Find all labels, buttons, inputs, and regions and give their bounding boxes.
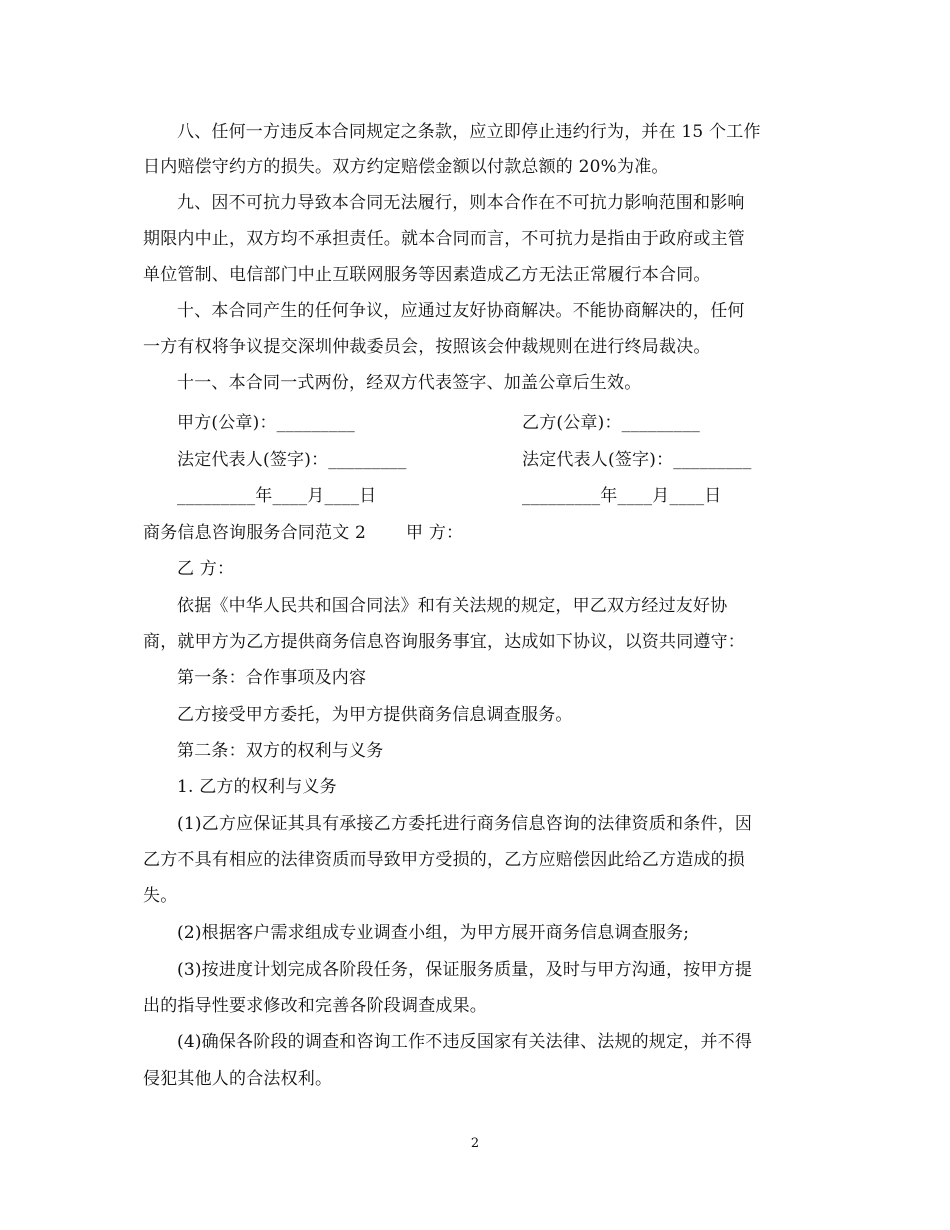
intro-line-2: 商，就甲方为乙方提供商务信息咨询服务事宜，达成如下协议，以资共同遵守： — [143, 632, 745, 652]
party-b-date-field: _________年____月____日 — [522, 486, 722, 506]
contract-2-title: 商务信息咨询服务合同范文 2 甲 方： — [143, 523, 464, 543]
item-3-line-2: 出的指导性要求修改和完善各阶段调查成果。 — [143, 996, 487, 1016]
clause-10-line-1: 十、本合同产生的任何争议，应通过友好协商解决。不能协商解决的，任何 — [177, 301, 745, 321]
item-1-line-2: 乙方不具有相应的法律资质而导致甲方受损的，乙方应赔偿因此给乙方造成的损 — [143, 850, 745, 870]
clause-10-line-2: 一方有权将争议提交深圳仲裁委员会，按照该会仲裁规则在进行终局裁决。 — [143, 337, 711, 357]
item-3-line-1: (3)按进度计划完成各阶段任务，保证服务质量，及时与甲方沟通，按甲方提 — [177, 960, 753, 980]
item-4-line-2: 侵犯其他人的合法权利。 — [143, 1069, 333, 1089]
item-4-line-1: (4)确保各阶段的调查和咨询工作不违反国家有关法律、法规的规定，并不得 — [177, 1032, 753, 1052]
item-1-line-1: (1)乙方应保证其具有承接乙方委托进行商务信息咨询的法律资质和条件，因 — [177, 814, 753, 834]
clause-9-line-2: 期限内中止，双方均不承担责任。就本合同而言，不可抗力是指由于政府或主管 — [143, 229, 745, 249]
section-1-title: 1. 乙方的权利与义务 — [177, 777, 337, 797]
party-b-label: 乙 方： — [177, 559, 235, 579]
article-1-body: 乙方接受甲方委托，为甲方提供商务信息调查服务。 — [177, 705, 573, 725]
clause-9-line-1: 九、因不可抗力导致本合同无法履行，则本合作在不可抗力影响范围和影响 — [177, 193, 745, 213]
page-number: 2 — [470, 1136, 480, 1151]
party-a-seal-field: 甲方(公章)：_________ — [177, 413, 355, 433]
clause-8-line-1: 八、任何一方违反本合同规定之条款，应立即停止违约行为，并在 15 个工作 — [177, 122, 761, 142]
clause-8-line-2: 日内赔偿守约方的损失。双方约定赔偿金额以付款总额的 20%为准。 — [143, 157, 669, 177]
party-a-date-field: _________年____月____日 — [177, 486, 377, 506]
clause-9-line-3: 单位管制、电信部门中止互联网服务等因素造成乙方无法正常履行本合同。 — [143, 265, 711, 285]
item-2: (2)根据客户需求组成专业调查小组，为甲方展开商务信息调查服务; — [177, 923, 690, 943]
intro-line-1: 依据《中华人民共和国合同法》和有关法规的规定，甲乙双方经过友好协 — [177, 596, 728, 616]
clause-11: 十一、本合同一式两份，经双方代表签字、加盖公章后生效。 — [177, 373, 642, 393]
party-a-representative-field: 法定代表人(签字)：_________ — [177, 450, 407, 470]
party-b-representative-field: 法定代表人(签字)：_________ — [522, 450, 752, 470]
article-1-title: 第一条：合作事项及内容 — [177, 668, 367, 688]
article-2-title: 第二条：双方的权利与义务 — [177, 741, 384, 761]
party-b-seal-field: 乙方(公章)：_________ — [522, 413, 700, 433]
item-1-line-3: 失。 — [143, 886, 178, 906]
